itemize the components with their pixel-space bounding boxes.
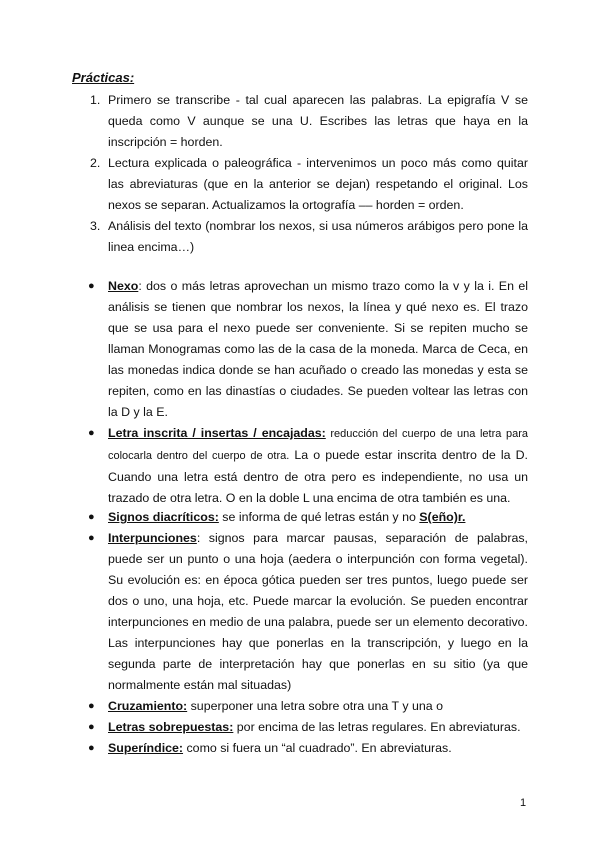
bullet-text (108, 423, 528, 509)
section-heading: Prácticas: (72, 70, 135, 85)
bullet-term: Interpunciones (108, 531, 197, 545)
bullet-term: Cruzamiento: (108, 699, 188, 713)
bullet-description: : dos o más letras aprovechan un mismo trazo como la v y la i. En el análisis se tienen que nombrar los nexos, la línea y qué nexo es. El trazo que se usa para el nexo puede ser conveniente. Si se repiten mucho se llaman Monogramas como las de la casa de la moneda. Marca de Ceca, en las monedas indica donde se han acuñado o creado las monedas y esta se repiten, como en las dinastías o ciudades. Se pueden voltear las letras con la D y la E. (108, 279, 528, 419)
bullet-description: superponer una letra sobre otra una T y una o (187, 699, 443, 713)
item-number: 2. (90, 156, 101, 170)
bullet-description: : signos para marcar pausas, separación de palabras, puede ser un punto o una hoja (aedera o interpunción con forma vegetal). Su evolución es: en época gótica pueden ser tres puntos, luego puede ser dos o uno, una hoja, etc. Puede marcar la evolución. Se pueden encontrar interpunciones en medio de una palabra, puede ser un elemento decorativo. Las interpunciones hay que ponerlas en la transcripción, y luego en la segunda parte de interpretación hay que ponerlas en su sitio (ya que normalmente están mal situadas) (108, 531, 528, 692)
bullet-description: como si fuera un “al cuadrado”. En abreviaturas. (183, 741, 452, 755)
bullet-icon: ● (88, 700, 95, 712)
bullet-example: S(eño)r. (419, 510, 466, 524)
bullet-text (108, 738, 528, 759)
bullet-description: por encima de las letras regulares. En abreviaturas. (233, 720, 521, 734)
item-number: 1. (90, 93, 101, 107)
bullet-text (108, 696, 528, 717)
bullet-icon: ● (88, 427, 95, 439)
bullet-text (108, 528, 528, 696)
bullet-text (108, 717, 528, 738)
bullet-icon: ● (88, 532, 95, 544)
item-text: Primero se transcribe - tal cual aparecen las palabras. La epigrafía V se queda como V aunque se una U. Escribes las letras que haya en la inscripción = horden. (108, 93, 528, 149)
item-text: Análisis del texto (nombrar los nexos, si usa números arábigos pero pone la linea encima…) (108, 219, 528, 254)
bullet-definition-small: reducción del cuerpo de una letra para colocarla dentro del cuerpo de otra. (108, 428, 528, 462)
item-number: 3. (90, 219, 101, 233)
bullet-term: Signos diacríticos: (108, 510, 219, 524)
bullet-text (108, 276, 528, 423)
bullet-icon: ● (88, 721, 95, 733)
bullet-term: Letra inscrita / insertas / encajadas: (108, 426, 326, 440)
bullet-icon: ● (88, 280, 95, 292)
bullet-term: Superíndice: (108, 741, 184, 755)
page-number: 1 (520, 797, 527, 809)
bullet-description: se informa de qué letras están y no (218, 510, 420, 524)
item-text: Lectura explicada o paleográfica - intervenimos un poco más como quitar las abreviaturas (que en la anterior se dejan) respetando el original. Los nexos se separan. Actualizamos la ortografía –– horden = orden. (108, 156, 528, 212)
bullet-term: Nexo (108, 279, 139, 293)
bullet-icon: ● (88, 511, 95, 523)
bullet-icon: ● (88, 742, 95, 754)
bullet-term: Letras sobrepuestas: (108, 720, 234, 734)
bullet-text (108, 507, 528, 528)
bullet-description: La o puede estar inscrita dentro de la D. Cuando una letra está dentro de otra pero es independiente, no usa un trazado de otra letra. O en la doble L una encima de otra también es una. (108, 448, 528, 505)
